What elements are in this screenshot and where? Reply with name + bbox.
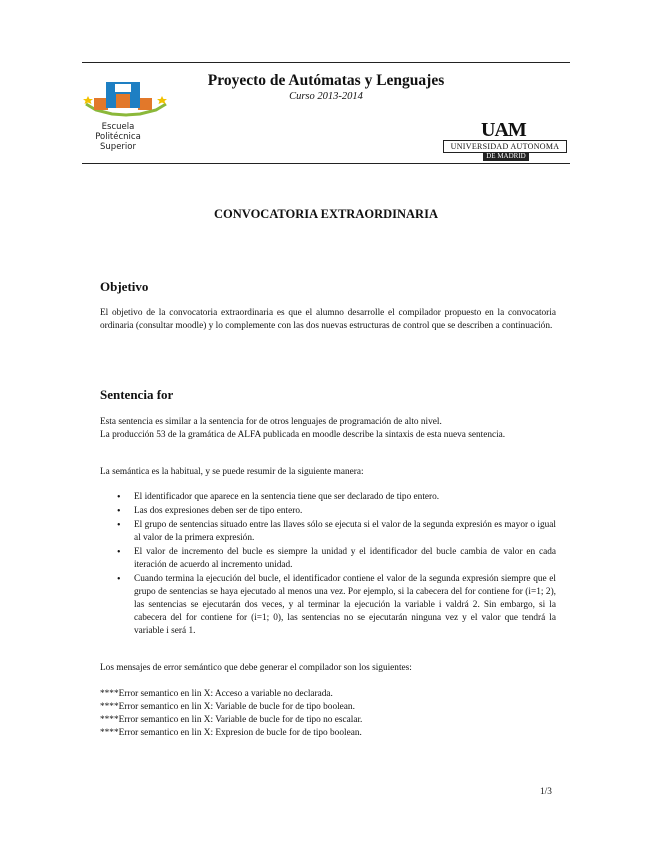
list-item: • El identificador que aparece en la sentencia tiene que ser declarado de tipo entero.	[100, 491, 556, 504]
section-title-sentencia-for: Sentencia for	[100, 387, 174, 402]
page-heading: CONVOCATORIA EXTRAORDINARIA	[214, 207, 438, 221]
semantics-intro: La semántica es la habitual, y se puede resumir de la siguiente manera:	[100, 467, 364, 477]
sentencia-for-paragraph	[100, 416, 556, 442]
objetivo-paragraph: El objetivo de la convocatoria extraordinaria es que el alumno desarrolle el compilador propuesto en la convocatoria ordinaria (consultar moodle) y lo complemente con las dos nuevas estructuras de control que se describen a continuación.	[100, 308, 556, 331]
sentencia-for-grammar-ref: La producción 53 de la gramática de ALFA publicada en moodle describe la sintaxis de esta nueva sentencia.	[100, 430, 506, 440]
section-title-objetivo: Objetivo	[100, 279, 149, 294]
list-item: • Las dos expresiones deben ser de tipo entero.	[100, 505, 556, 518]
eps-logo-line1: Escuela	[101, 122, 135, 132]
document-subtitle: Curso 2013-2014	[289, 91, 363, 102]
sentencia-for-intro: Esta sentencia es similar a la sentencia for de otros lenguajes de programación de alto nivel.	[100, 417, 442, 427]
eps-logo-line3: Superior	[100, 142, 136, 152]
header-top-rule	[82, 62, 570, 63]
list-item: • El valor de incremento del bucle es siempre la unidad y el identificador del bucle cambia de valor en cada iteración de acuerdo al incremento unidad.	[100, 546, 556, 572]
uam-city: DE MADRID	[483, 152, 529, 161]
eps-emblem-icon	[82, 78, 182, 124]
document-title: Proyecto de Autómatas y Lenguajes	[207, 72, 445, 89]
uam-monogram: UAM	[481, 119, 526, 141]
errors-intro: Los mensajes de error semántico que debe generar el compilador son los siguientes:	[100, 663, 412, 673]
eps-logo	[82, 78, 182, 158]
page-number: 1/3	[540, 787, 552, 797]
eps-logo-line2: Politécnica	[95, 132, 141, 142]
list-item: • Cuando termina la ejecución del bucle, el identificador contiene el valor de la segunda expresión siempre que el grupo de sentencias se haya ejecutado al menos una vez. Por ejemplo, si la cabecera del for contiene for (i=1; 2), las sentencias se ejecutarán dos veces, y al terminar la ejecución la variable i valdrá 2. Sin embargo, si la cabecera del for contiene for (i=1; 0), las sentencias no se ejecutarán ninguna vez y el valor que tendrá la variable i será 1.	[100, 573, 556, 638]
error-message: ****Error semantico en lin X: Expresion de bucle for de tipo boolean.	[100, 728, 362, 738]
header-bottom-rule	[82, 163, 570, 164]
error-message: ****Error semantico en lin X: Acceso a variable no declarada.	[100, 689, 333, 699]
semantic-rules-list	[100, 491, 556, 639]
uam-name: UNIVERSIDAD AUTONOMA	[443, 140, 567, 153]
error-messages-list	[100, 688, 556, 740]
list-item: • El grupo de sentencias situado entre las llaves sólo se ejecuta si el valor de la segunda expresión es mayor o igual al valor de la primera expresión.	[100, 519, 556, 545]
error-message: ****Error semantico en lin X: Variable de bucle for de tipo boolean.	[100, 702, 355, 712]
uam-logo	[443, 120, 567, 162]
error-message: ****Error semantico en lin X: Variable de bucle for de tipo no escalar.	[100, 715, 363, 725]
